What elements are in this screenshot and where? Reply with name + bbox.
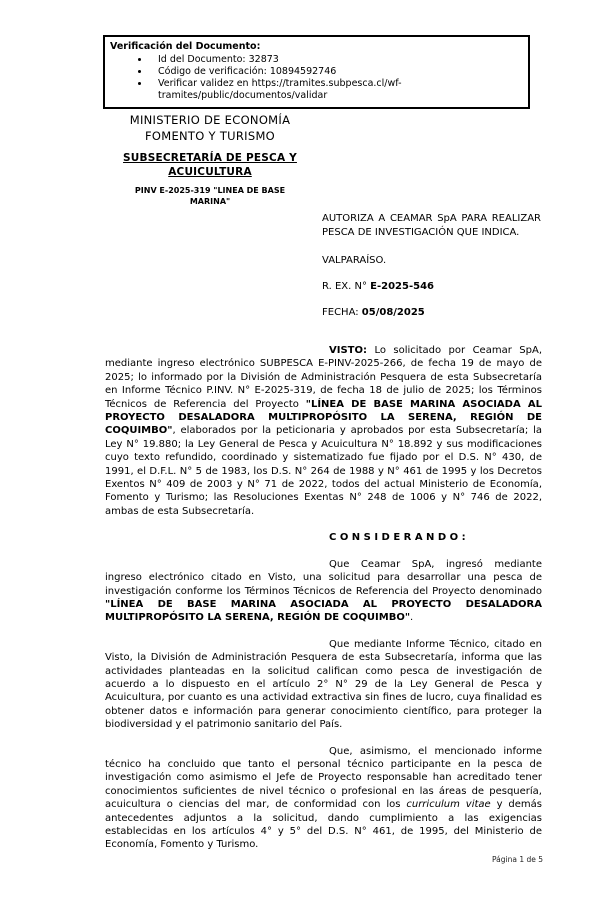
subsecretaria-name: SUBSECRETARÍA DE PESCA Y ACUICULTURA bbox=[123, 152, 297, 178]
resolution-date-line bbox=[322, 306, 541, 319]
considerando-p1-text-2: . bbox=[410, 612, 414, 624]
project-reference: PINV E-2025-319 "LINEA DE BASE MARINA" bbox=[134, 186, 286, 206]
verification-list bbox=[110, 54, 522, 102]
considerando-paragraph-1 bbox=[105, 558, 542, 625]
considerando-p1-project-title: "LÍNEA DE BASE MARINA ASOCIADA AL PROYECTO DESALADORA MULTIPROPÓSITO LA SERENA, REGIÓN DE COQUIMBO" bbox=[105, 598, 542, 624]
letterhead bbox=[110, 112, 310, 207]
resolution-body bbox=[105, 344, 542, 865]
ministry-name-line1: MINISTERIO DE ECONOMÍA bbox=[129, 113, 291, 127]
page-number: Página 1 de 5 bbox=[491, 855, 543, 864]
verification-item-url: • Verificar validez en https://tramites.subpesca.cl/wf-tramites/public/documentos/validar bbox=[150, 78, 522, 102]
city-line: VALPARAÍSO. bbox=[322, 255, 387, 266]
visto-text-1: Lo solicitado por Ceamar SpA, mediante ingreso electrónico SUBPESCA E-PINV-2025-266, de fecha 19 de mayo de 2025; lo informado por la División de Administración Pesquera de esta Subsecretaría en Informe Técnico P.INV. N° E-2025-319, de fecha 18 de julio de 2025; los Términos Técnicos de Referencia del Proyecto bbox=[105, 345, 542, 410]
resolution-number-value: E-2025-546 bbox=[370, 281, 434, 292]
verification-item-code: • Código de verificación: 10894592746 bbox=[150, 66, 522, 78]
verification-box bbox=[103, 35, 530, 109]
visto-project-title: "LÍNEA DE BASE MARINA ASOCIADA AL PROYECTO DESALADORA MULTIPROPÓSITO LA SERENA, REGIÓN DE COQUIMBO" bbox=[105, 398, 542, 437]
resolution-date-value: 05/08/2025 bbox=[361, 307, 425, 318]
verification-item-document-id: • Id del Documento: 32873 bbox=[150, 54, 522, 66]
visto-label: VISTO: bbox=[329, 345, 367, 356]
considerando-heading: C O N S I D E R A N D O : bbox=[329, 532, 466, 544]
considerando-p3-text-1: Que, asimismo, el mencionado informe técnico ha concluido que tanto el personal técnico participante en la pesca de investigación como asimismo el Jefe de Proyecto responsable han acreditado tener conocimientos suficientes de nivel técnico o profesional en las áreas de pesquería, acuicultura o ciencias del mar, de conformidad con los bbox=[105, 745, 542, 811]
visto-paragraph bbox=[105, 344, 542, 518]
considerando-p3-curriculum-vitae: curriculum vitae bbox=[406, 799, 491, 811]
resolution-number-line bbox=[322, 280, 541, 293]
resolution-subject: AUTORIZA A CEAMAR SpA PARA REALIZAR PESCA DE INVESTIGACIÓN QUE INDICA. bbox=[322, 213, 541, 238]
considerando-p3-text-2: y demás antecedentes adjuntos a la solicitud, dando cumplimiento a las exigencias establecidas en los artículos 4° y 5° del D.S. N° 461, de 1995, del Ministerio de Economía, Fomento y Turismo. bbox=[105, 799, 543, 851]
considerando-paragraph-2: Que mediante Informe Técnico, citado en Visto, la División de Administración Pesquera de esta Subsecretaría, informa que las actividades planteadas en la solicitud califican como pesca de investigación de acuerdo a lo dispuesto en el artículo 2° N° 29 de la Ley General de Pesca y Acuicultura, por cuanto es una actividad extractiva sin fines de lucro, cuya finalidad es obtener datos e información para generar conocimiento científico, para proteger la biodiversidad y el patrimonio sanitario del País. bbox=[105, 638, 542, 731]
resolution-number-label: R. EX. N° bbox=[322, 281, 371, 292]
ministry-name-line2: FOMENTO Y TURISMO bbox=[144, 129, 276, 143]
considerando-p1-text-1: Que Ceamar SpA, ingresó mediante ingreso electrónico citado en Visto, una solicitud para desarrollar una pesca de investigación conforme los Términos Técnicos de Referencia del Proyecto denominado bbox=[105, 558, 542, 597]
visto-text-2: , elaborados por la peticionaria y aprobados por esta Subsecretaría; la Ley N° 19.880; la Ley General de Pesca y Acuicultura N° 18.892 y sus modificaciones cuyo texto refundido, coordinado y sistematizado fue fijado por el D.S. N° 430, de 1991, el D.F.L. N° 5 de 1983, los D.S. N° 264 de 1988 y N° 461 de 1995 y los Decretos Exentos N° 409 de 2003 y N° 71 de 2022, todos del actual Ministerio de Economía, Fomento y Turismo; las Resoluciones Exentas N° 248 de 1006 y N° 746 de 2022, ambas de esta Subsecretaría. bbox=[105, 425, 542, 517]
verification-title: Verificación del Documento: bbox=[110, 41, 261, 52]
considerando-paragraph-3 bbox=[105, 745, 542, 852]
resolution-header bbox=[322, 212, 541, 319]
resolution-date-label: FECHA: bbox=[322, 307, 362, 318]
